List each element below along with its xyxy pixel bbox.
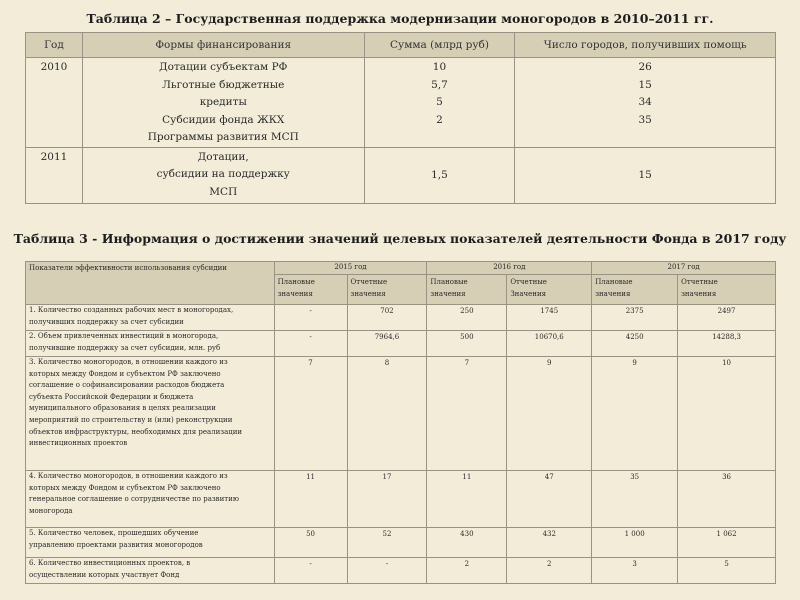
forms-cell	[82, 147, 364, 203]
header-sum: Сумма (млрд руб)	[364, 33, 515, 58]
value-cell: 500	[427, 331, 507, 357]
subheader-line: значения	[681, 289, 717, 298]
cities-line: 15	[638, 78, 652, 91]
sum-cell	[364, 58, 515, 148]
indicator-header: Показатели эффективности использования субсидии	[26, 262, 275, 305]
value-cell: 5	[678, 558, 776, 584]
indicator-cell	[26, 471, 275, 528]
value-cell: 1 000	[592, 528, 678, 558]
year-2015-header: 2015 год	[274, 262, 427, 275]
value-cell: 702	[347, 305, 427, 331]
value-cell: 7964,6	[347, 331, 427, 357]
indicators-table	[25, 261, 776, 584]
indicator-line: мероприятий по строительству и (или) реконструкции	[29, 415, 233, 424]
indicator-line: которых между Фондом и субъектом РФ заключено	[29, 369, 221, 378]
indicator-cell	[26, 558, 275, 584]
value-cell: 10	[678, 357, 776, 471]
table2-title: Таблица 2 – Государственная поддержка модернизации моногородов в 2010–2011 гг.	[86, 11, 714, 26]
value-cell: 3	[592, 558, 678, 584]
value-cell: 7	[274, 357, 347, 471]
indicator-line: 2. Объем привлеченных инвестиций в моногорода,	[29, 332, 219, 340]
table-row	[26, 305, 776, 331]
value-cell: 35	[592, 471, 678, 528]
subheader-plan	[427, 275, 507, 305]
value-cell: 47	[507, 471, 592, 528]
indicator-line: генеральное соглашение о сотрудничестве по развитию	[29, 495, 239, 504]
table3-title: Таблица 3 - Информация о достижении значений целевых показателей деятельности Фонда в 2017 году	[13, 231, 787, 246]
subheader-actual	[507, 275, 592, 305]
year-cell: 2011	[26, 147, 83, 203]
value-cell: 52	[347, 528, 427, 558]
form-line: Дотации субъектам РФ	[159, 61, 288, 73]
indicator-line: 3. Количество моногородов, в отношении каждого из	[29, 358, 228, 366]
value-cell: 14288,3	[678, 331, 776, 357]
indicator-cell	[26, 357, 275, 471]
subheader-actual	[347, 275, 427, 305]
indicator-line: соглашение о софинансировании расходов бюджета	[29, 381, 225, 390]
value-cell: -	[274, 331, 347, 357]
year-header-row	[26, 262, 776, 275]
cities-line: 15	[638, 168, 652, 181]
subheader-line: значения	[430, 289, 466, 298]
indicator-line: осуществлении которых участвует Фонд	[29, 570, 180, 579]
subheader-line: Плановые	[277, 278, 315, 286]
subheader-actual	[678, 275, 776, 305]
table-row	[26, 58, 776, 148]
year-2017-header: 2017 год	[592, 262, 776, 275]
form-line: Дотации,	[197, 150, 249, 163]
indicator-line: получивших поддержку за счет субсидии	[29, 317, 184, 326]
table-row	[26, 471, 776, 528]
value-cell: 8	[347, 357, 427, 471]
indicator-line: субъекта Российской Федерации и бюджета	[29, 392, 194, 401]
subheader-line: Отчетные	[510, 278, 547, 286]
value-cell: 36	[678, 471, 776, 528]
subheader-line: Отчетные	[350, 278, 388, 286]
indicator-cell	[26, 331, 275, 357]
cities-cell	[515, 58, 776, 148]
subheader-line: значения	[595, 289, 631, 298]
value-cell: -	[274, 558, 347, 584]
indicator-cell	[26, 528, 275, 558]
value-cell: 4250	[592, 331, 678, 357]
subheader-line: значения	[350, 289, 386, 298]
form-line: субсидии на поддержку	[156, 168, 290, 180]
subheader-plan	[274, 275, 347, 305]
table-row	[26, 147, 776, 203]
form-line: Льготные бюджетные	[162, 78, 285, 91]
value-cell: 2	[427, 558, 507, 584]
indicator-line: которых между Фондом и субъектом РФ заключено	[29, 483, 221, 492]
value-cell: 1 062	[678, 528, 776, 558]
value-cell: 9	[507, 357, 592, 471]
indicator-line: 1. Количество созданных рабочих мест в моногородах,	[29, 306, 234, 314]
cities-line: 34	[638, 96, 652, 108]
subheader-line: Отчетные	[681, 278, 718, 286]
value-cell: 1745	[507, 305, 592, 331]
indicator-line: инвестиционных проектов	[29, 439, 128, 448]
subheader-plan	[592, 275, 678, 305]
forms-cell	[82, 58, 364, 148]
value-cell: 2375	[592, 305, 678, 331]
sum-line: 2	[436, 113, 443, 126]
subheader-line: Плановые	[595, 278, 633, 286]
subheader-line: значения	[277, 289, 313, 298]
table-row	[26, 558, 776, 584]
indicator-line: муниципального образования в целях реализации	[29, 404, 216, 413]
value-cell: 2	[507, 558, 592, 584]
form-line: Программы развития МСП	[147, 131, 299, 143]
value-cell: 11	[427, 471, 507, 528]
sum-line: 1,5	[431, 168, 448, 181]
form-line: кредиты	[199, 96, 247, 108]
table-row	[26, 331, 776, 357]
sum-line: 5,7	[431, 78, 448, 91]
sum-line: 5	[436, 96, 443, 108]
indicator-cell	[26, 305, 275, 331]
subheader-line: Плановые	[430, 278, 468, 286]
year-cell: 2010	[26, 58, 83, 148]
value-cell: -	[274, 305, 347, 331]
cities-line: 35	[638, 113, 652, 126]
value-cell: 11	[274, 471, 347, 528]
cities-line: 26	[638, 61, 652, 73]
form-line: МСП	[209, 185, 238, 198]
form-line: Субсидии фонда ЖКХ	[162, 113, 285, 126]
cities-cell	[515, 147, 776, 203]
indicator-line: объектов инфраструктуры, необходимых для реализации	[29, 427, 243, 436]
indicator-line: управлению проектами развития моногородов	[29, 540, 203, 549]
indicator-line: получившие поддержку за счет субсидии, млн. руб	[29, 343, 221, 352]
table-row	[26, 357, 776, 471]
value-cell: 430	[427, 528, 507, 558]
value-cell: 2497	[678, 305, 776, 331]
value-cell: 7	[427, 357, 507, 471]
header-year: Год	[26, 33, 83, 58]
header-cities: Число городов, получивших помощь	[515, 33, 776, 58]
value-cell: 10670,6	[507, 331, 592, 357]
support-table	[25, 32, 776, 204]
value-cell: 432	[507, 528, 592, 558]
sum-line: 10	[432, 61, 447, 73]
value-cell: 17	[347, 471, 427, 528]
value-cell: 9	[592, 357, 678, 471]
value-cell: 250	[427, 305, 507, 331]
value-cell: -	[347, 558, 427, 584]
value-cell: 50	[274, 528, 347, 558]
indicator-line: моногорода	[29, 506, 73, 515]
year-2016-header: 2016 год	[427, 262, 592, 275]
indicator-line: 6. Количество инвестиционных проектов, в	[29, 559, 191, 567]
header-forms: Формы финансирования	[82, 33, 364, 58]
sum-cell	[364, 147, 515, 203]
subheader-line: Значения	[510, 289, 547, 298]
indicator-line: 5. Количество человек, прошедших обучение	[29, 529, 199, 537]
table-row	[26, 528, 776, 558]
indicator-line: 4. Количество моногородов, в отношении каждого из	[29, 472, 228, 480]
